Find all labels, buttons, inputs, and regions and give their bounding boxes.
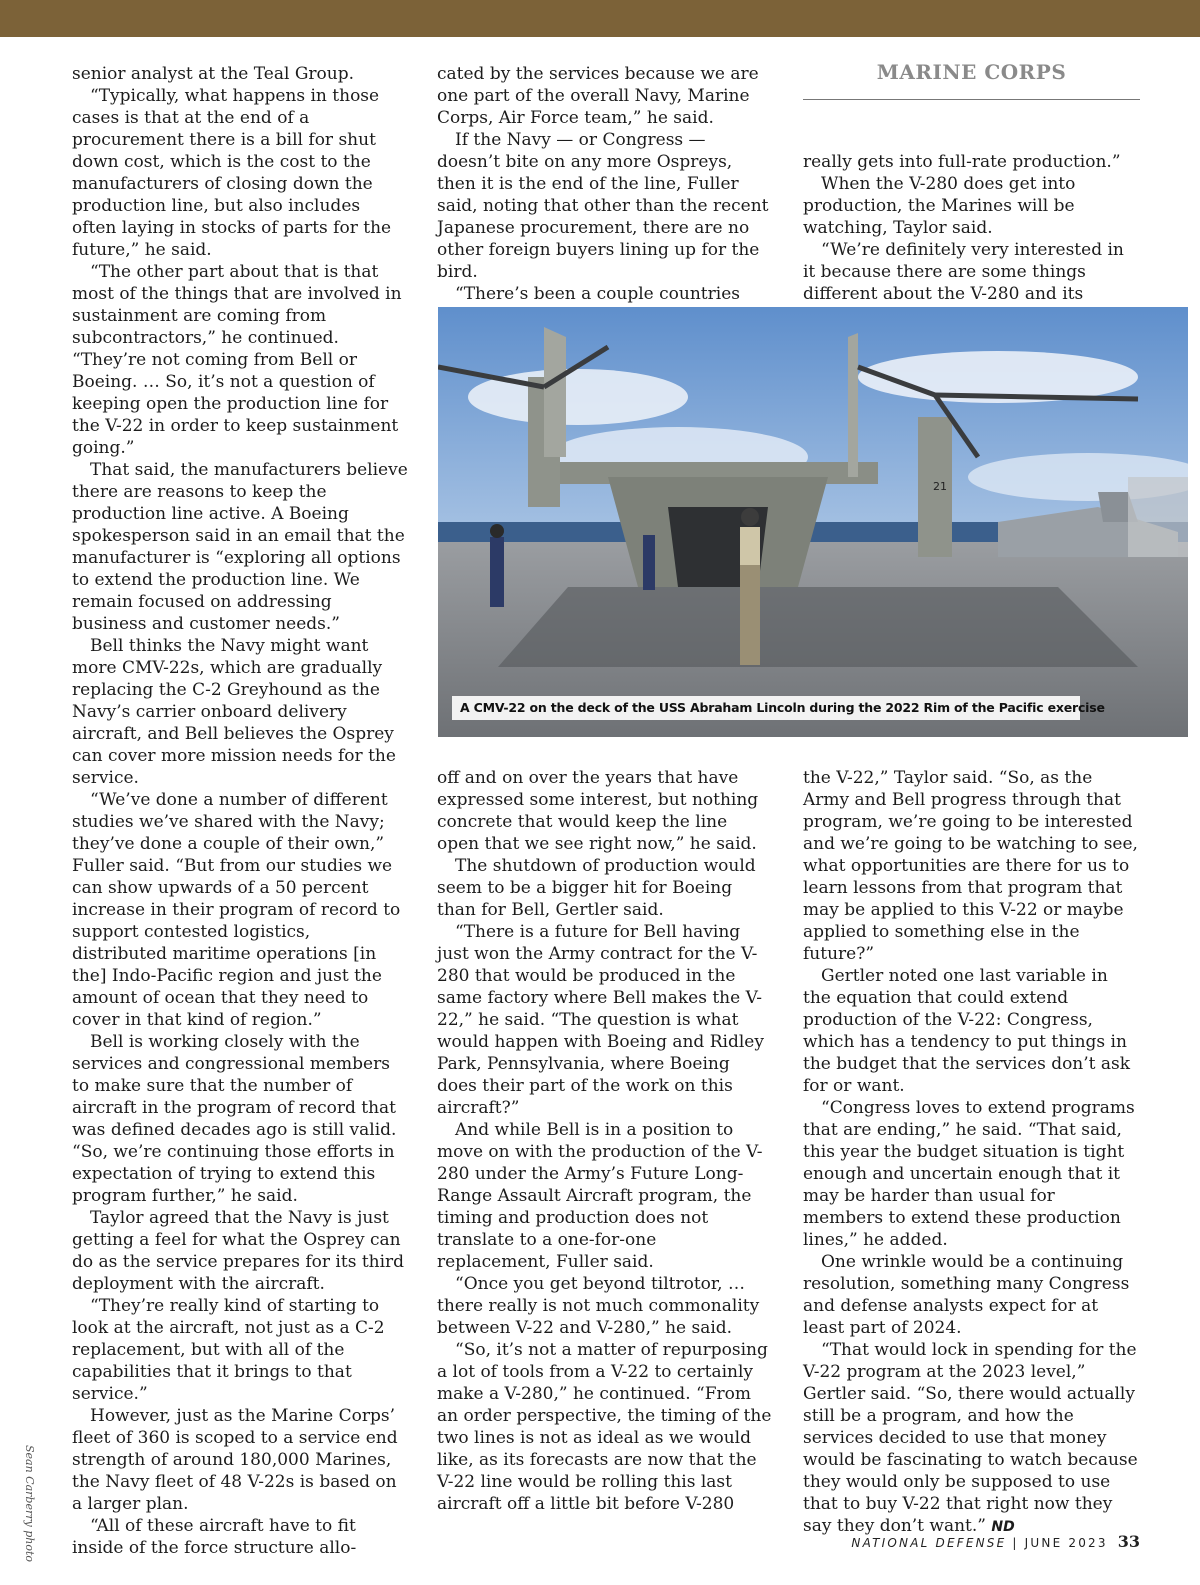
photo-credit-container [22,1445,42,1585]
carrier-deck-illustration [438,307,1188,737]
article-column-3-top [803,151,1140,327]
paragraph: However, just as the Marine Corps’ fleet of 360 is scoped to a service end strength of around 180,000 Marines, the Navy fleet of 48 V-22s is based on a larger plan. [72,1406,398,1514]
deck-crew-left-helmet [490,524,504,538]
paragraph: If the Navy — or Congress — doesn’t bite on any more Ospreys, then it is the end of the line, Fuller said, noting that other than the recent Japanese procurement, there are no other foreign buyers lining up for the bird. [437,130,769,282]
photo-credit: Sean Carberry photo [23,1445,36,1562]
paragraph: “That would lock in spending for the V-22 program at the 2023 level,” Gertler said. “So, there would actually still be a program, and how the services decided to use that money would be fascinating to watch because they would only be supposed to use that to buy V-22 that right now they say they don’t want.” ND [803,1340,1138,1536]
publication-name: NATIONAL DEFENSE [851,1536,1007,1550]
paragraph: That said, the manufacturers believe there are reasons to keep the production line active. A Boeing spokesperson said in an email that the manufacturer is “exploring all options to extend the production line. We remain focused on addressing business and customer needs.” [72,460,408,634]
paragraph: The shutdown of production would seem to be a bigger hit for Boeing than for Bell, Gertler said. [437,856,756,920]
tail-number: 21 [933,480,947,493]
paragraph: “The other part about that is that most of the things that are involved in sustainment are coming from subcontractors,” he continued. “They’re not coming from Bell or Boeing. … So, it’s not a question of keeping open the production line for the V-22 in order to keep sustainment going.” [72,262,402,458]
paragraph: senior analyst at the Teal Group. [72,64,355,84]
aircraft-shadow [498,587,1138,667]
top-color-bar [0,0,1200,37]
paragraph: cated by the services because we are one part of the overall Navy, Marine Corps, Air Force team,” he said. [437,64,759,128]
section-label: MARINE CORPS [876,60,1067,84]
paragraph: Bell thinks the Navy might want more CMV-22s, which are gradually replacing the C-2 Greyhound as the Navy’s carrier onboard delivery aircraft, and Bell believes the Osprey can cover more mission needs for the service. [72,636,396,788]
paragraph: “Typically, what happens in those cases is that at the end of a procurement there is a bill for shut down cost, which is the cost to the manufacturers of closing down the production line, but also includes often laying in stocks of parts for the future,” he said. [72,86,392,260]
paragraph: “Once you get beyond tiltrotor, … there really is not much commonality between V-22 and V-280,” he said. [437,1274,760,1338]
paragraph: “We’re definitely very interested in it because there are some things different about the V-280 and its [803,240,1124,304]
paragraph: really gets into full-rate production.” [803,152,1121,172]
footer-separator: | [1012,1536,1019,1550]
crew-member-vest [740,527,760,567]
paragraph: And while Bell is in a position to move on with the production of the V-280 under the Army’s Future Long-Range Assault Aircraft program, the timing and production does not translate to a one-for-one replacement, Fuller said. [437,1120,763,1272]
end-mark: ND [991,1519,1015,1535]
paragraph: off and on over the years that have expressed some interest, but nothing concrete that would keep the line open that we see right now,” he said. [437,768,759,854]
parked-jet-right [1128,477,1188,557]
paragraph: the V-22,” Taylor said. “So, as the Army and Bell progress through that program, we’re going to be interested and we’re going to be watching to see, what opportunities are there for us to learn lessons from that program that may be applied to this V-22 or maybe applied to something else in the future?” [803,768,1138,964]
paragraph: Gertler noted one last variable in the equation that could extend production of the V-22: Congress, which has a tendency to put things in the budget that the services don’t ask for or want. [803,966,1131,1096]
paragraph: When the V-280 does get into production, the Marines will be watching, Taylor said. [803,174,1076,238]
paragraph: “There is a future for Bell having just won the Army contract for the V-280 that would be produced in the same factory where Bell makes the V-22,” he said. “The question is what would happen with Boeing and Ridley Park, Pennsylvania, where Boeing does their part of the work on this aircraft?” [437,922,764,1118]
photo-caption: A CMV-22 on the deck of the USS Abraham Lincoln during the 2022 Rim of the Pacific exercise [452,696,1080,720]
article-column-3-bottom [803,767,1140,1538]
cmv22-photo [438,307,1188,737]
paragraph: Taylor agreed that the Navy is just getting a feel for what the Osprey can do as the service prepares for its third deployment with the aircraft. [72,1208,405,1294]
right-tail-fin [848,333,858,477]
article-column-2-bottom [437,767,773,1515]
page-footer [851,1532,1140,1551]
paragraph: “Congress loves to extend programs that are ending,” he said. “That said, this year the budget situation is tight enough and uncertain enough that it may be harder than usual for members to extend these production lines,” he added. [803,1098,1135,1250]
paragraph: Bell is working closely with the services and congressional members to make sure that the number of aircraft in the program of record that was defined decades ago is still valid. “So, we’re continuing those efforts in expectation of trying to extend this program further,” he said. [72,1032,397,1206]
paragraph: “So, it’s not a matter of repurposing a lot of tools from a V-22 to certainly make a V-280,” he continued. “From an order perspective, the timing of the two lines is not as ideal as we would like, as its forecasts are now that the V-22 line would be rolling this last aircraft off a little bit before V-280 [437,1340,772,1514]
paragraph: “All of these aircraft have to fit inside of the force structure allo- [72,1516,357,1558]
paragraph: One wrinkle would be a continuing resolution, something many Congress and defense analysts expect for at least part of 2024. [803,1252,1130,1338]
paragraph: “They’re really kind of starting to look at the aircraft, not just as a C-2 replacement, but with all of the capabilities that it brings to that service.” [72,1296,385,1404]
page-number: 33 [1117,1532,1140,1551]
left-tail-fin [544,327,566,457]
paragraph: “There’s been a couple countries [455,284,740,304]
article-column-1 [72,63,408,1559]
section-rule [803,99,1140,100]
article-column-2-top [437,63,773,305]
deck-crew-center [643,535,655,590]
issue-date: JUNE 2023 [1024,1536,1108,1550]
paragraph: “We’ve done a number of different studies we’ve shared with the Navy; they’ve done a couple of their own,” Fuller said. “But from our studies we can show upwards of a 50 percent increase in their program of record to support contested logistics, distributed maritime operations [in the] Indo-Pacific region and just the amount of ocean that they need to cover in that kind of region.” [72,790,401,1030]
deck-crew-left [490,537,504,607]
crew-member-legs [740,565,760,665]
crew-member-helmet [741,508,759,526]
